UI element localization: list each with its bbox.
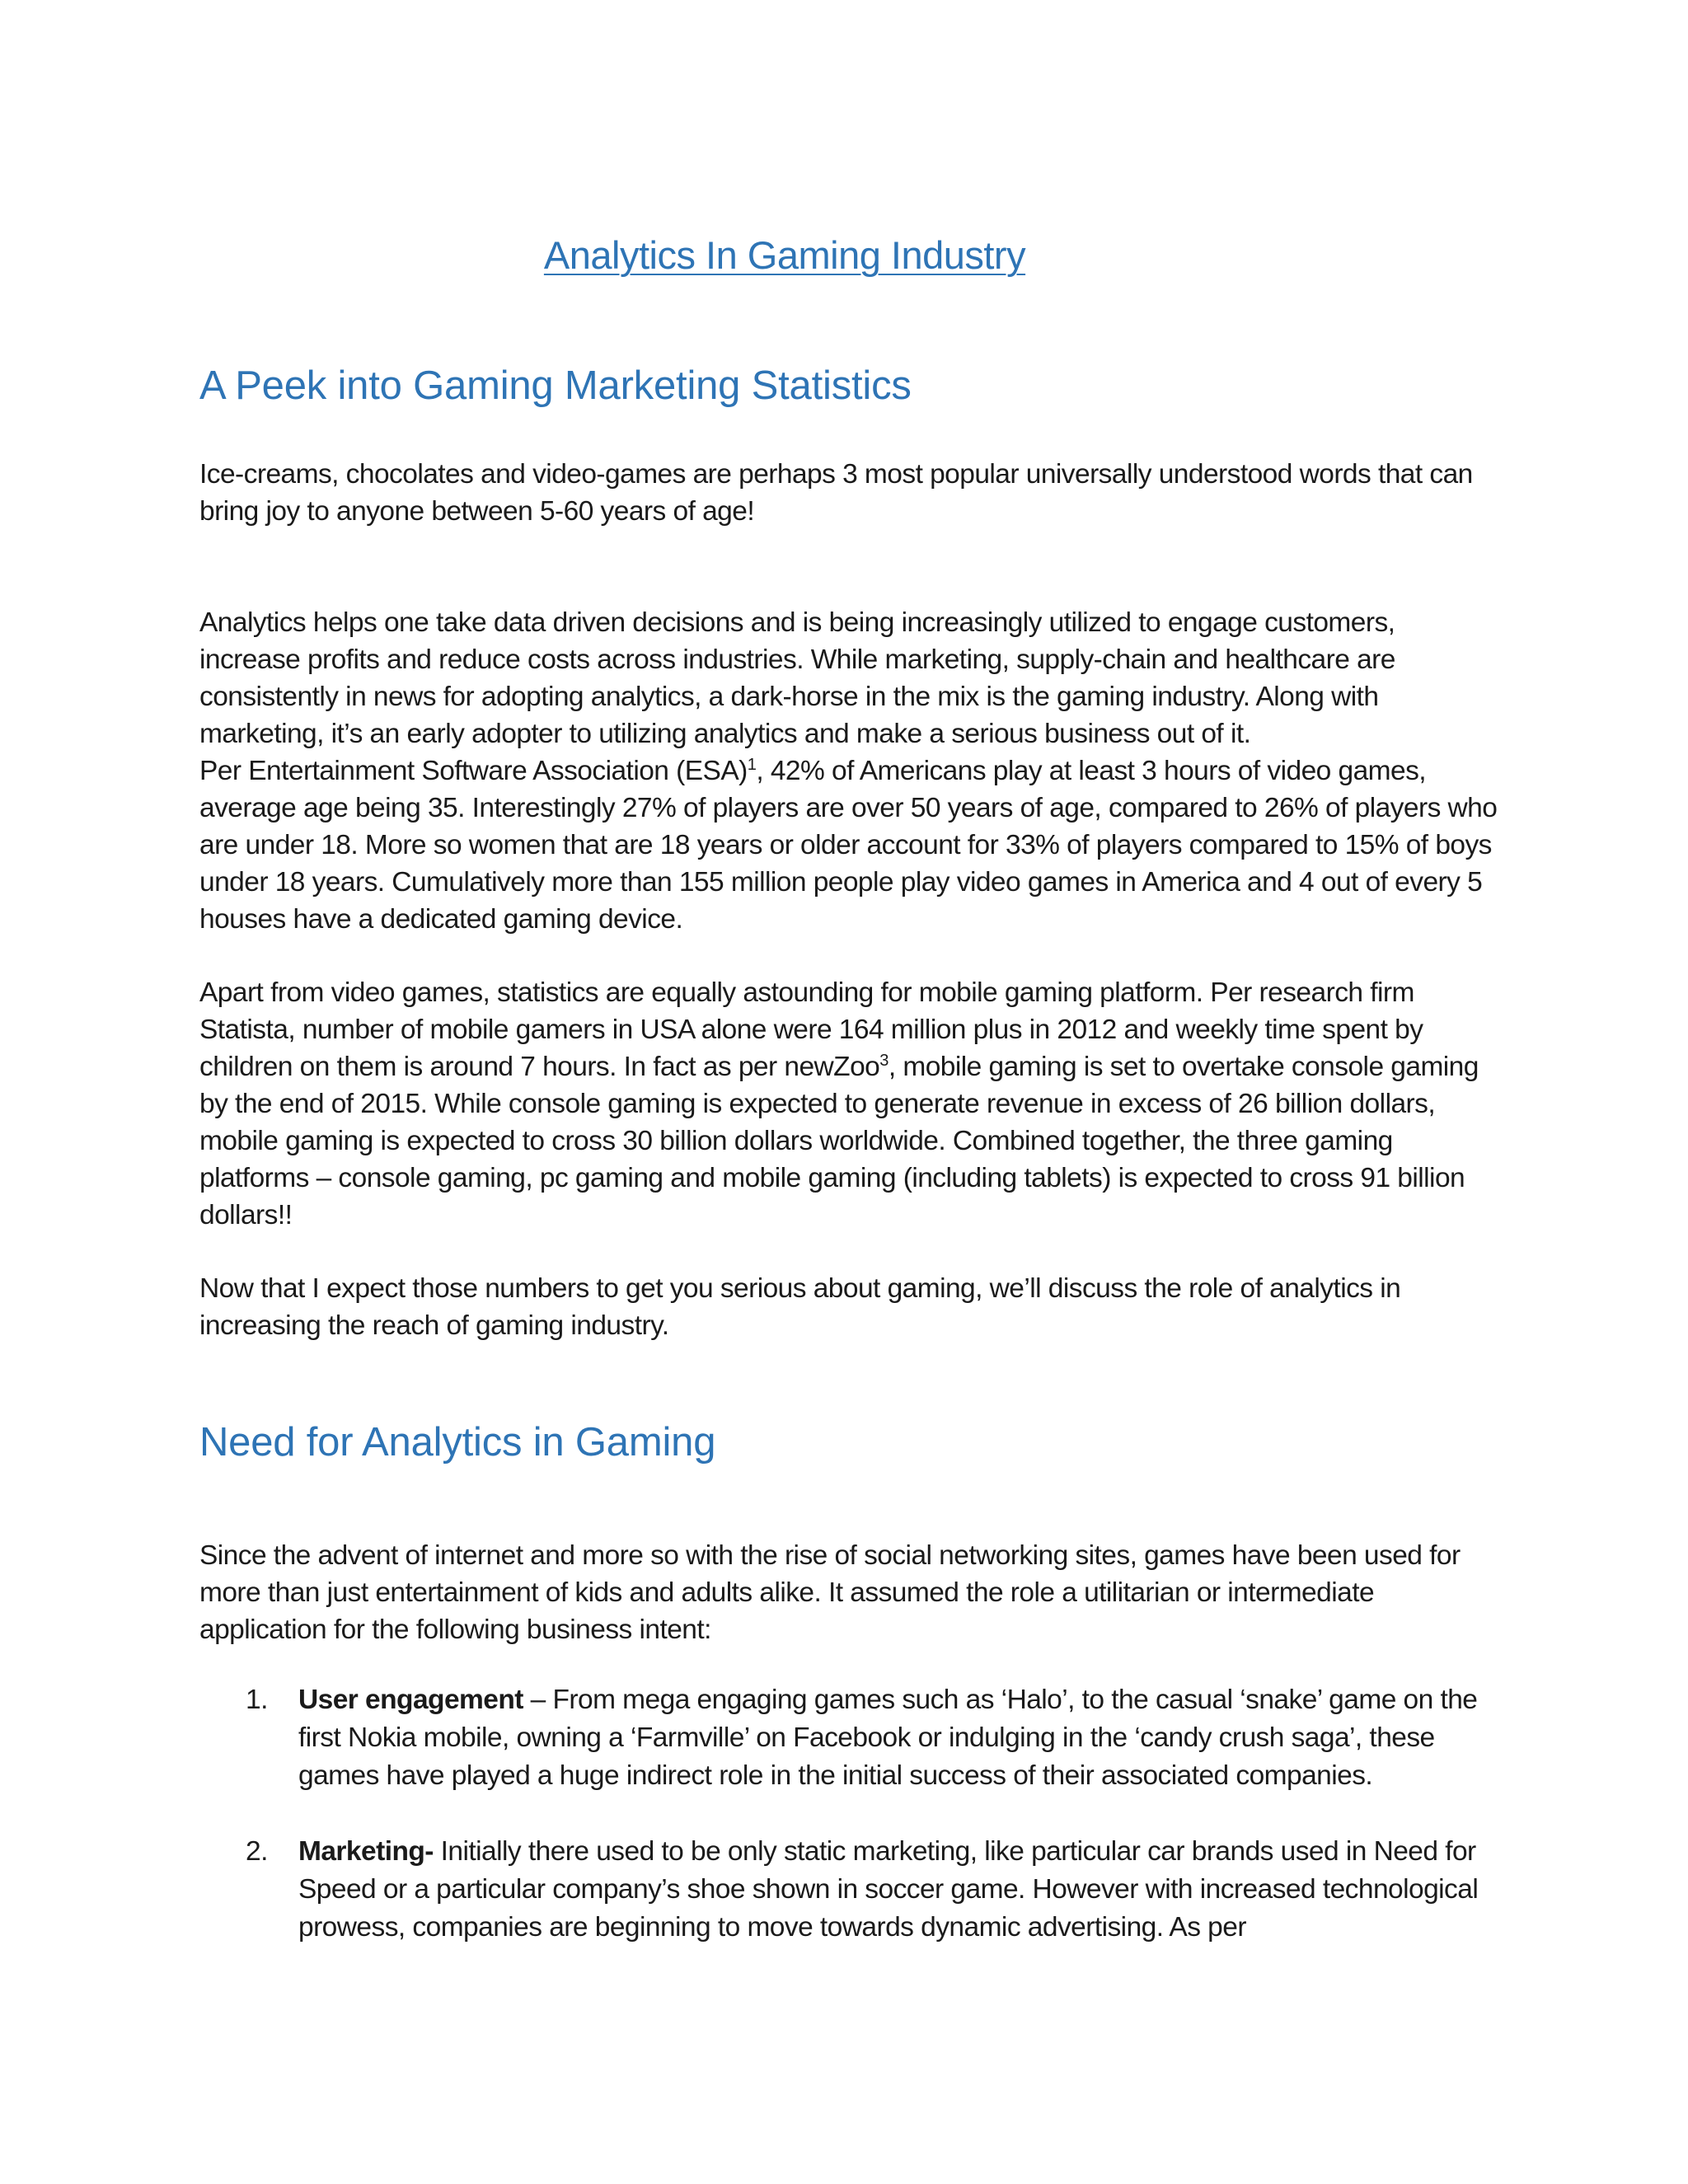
paragraph-mobile-gaming: [199, 974, 1502, 1234]
paragraph-transition: Now that I expect those numbers to get you serious about gaming, we’ll discuss the role of analytics in increasing the reach of gaming industry.: [199, 1273, 1401, 1341]
paragraph-intro: Ice-creams, chocolates and video-games are perhaps 3 most popular universally understood words that can bring joy to anyone between 5-60 years of age!: [199, 459, 1473, 527]
list-number: 1.: [246, 1685, 268, 1715]
list-item-marketing: [199, 1833, 1502, 1947]
paragraph-esa-statistics: [199, 752, 1502, 938]
esa-text-end: , 42% of Americans play at least 3 hours of video games, average age being 35. Interestingly 27% of players are over 50 years of age, compared to 26% of players who are under 18. More so women that are 18 years or older account for 33% of players compared to 15% of boys under 18 years. Cumulatively more than 155 million people play video games in America and 4 out of every 5 houses have a dedicated gaming device.: [199, 756, 1498, 935]
document-title: Analytics In Gaming Industry: [543, 233, 1026, 277]
mobile-text-end: , mobile gaming is set to overtake console gaming by the end of 2015. While console gaming is expected to generate revenue in excess of 26 billion dollars, mobile gaming is expected to cross 30 billion dollars worldwide. Combined together, the three gaming platforms – console gaming, pc gaming and mobile gaming (including tablets) is expected to cross 91 billion dollars!!: [199, 1052, 1479, 1230]
esa-text-start: Per Entertainment Software Association (ESA): [199, 756, 748, 786]
list-term: Marketing-: [298, 1836, 434, 1867]
section-heading-marketing-statistics: A Peek into Gaming Marketing Statistics: [199, 363, 912, 408]
mobile-text-start: Apart from video games, statistics are equally astounding for mobile gaming platform. Per research firm Statista, number of mobile gamers in USA alone were 164 million plus in 2012 and weekly time spent by children on them is around 7 hours. In fact as per newZoo: [199, 977, 1423, 1082]
paragraph-business-intent: Since the advent of internet and more so with the rise of social networking sites, games have been used for more than just entertainment of kids and adults alike. It assumed the role a utilitarian or intermediate application for the following business intent:: [199, 1540, 1461, 1645]
paragraph-analytics-adoption: Analytics helps one take data driven decisions and is being increasingly utilized to engage customers, increase profits and reduce costs across industries. While marketing, supply-chain and healthcare are consistently in news for adopting analytics, a dark-horse in the mix is the gaming industry. Along with marketing, it’s an early adopter to utilizing analytics and make a serious business out of it.: [199, 607, 1395, 749]
list-number: 2.: [246, 1836, 268, 1867]
business-intent-list: [199, 1681, 1502, 1947]
list-text: Initially there used to be only static marketing, like particular car brands used in Need for Speed or a particular company’s shoe shown in soccer game. However with increased technological prowess, companies are beginning to move towards dynamic advertising. As per: [298, 1836, 1479, 1943]
list-text: – From mega engaging games such as ‘Halo’, to the casual ‘snake’ game on the first Nokia mobile, owning a ‘Farmville’ on Facebook or indulging in the ‘candy crush saga’, these games have played a huge indirect role in the initial success of their associated companies.: [298, 1685, 1478, 1791]
footnote-ref-1: 1: [747, 755, 757, 774]
list-item-user-engagement: [199, 1681, 1502, 1795]
list-term: User engagement: [298, 1685, 523, 1715]
section-heading-need-for-analytics: Need for Analytics in Gaming: [199, 1420, 716, 1465]
footnote-ref-3: 3: [879, 1051, 889, 1070]
